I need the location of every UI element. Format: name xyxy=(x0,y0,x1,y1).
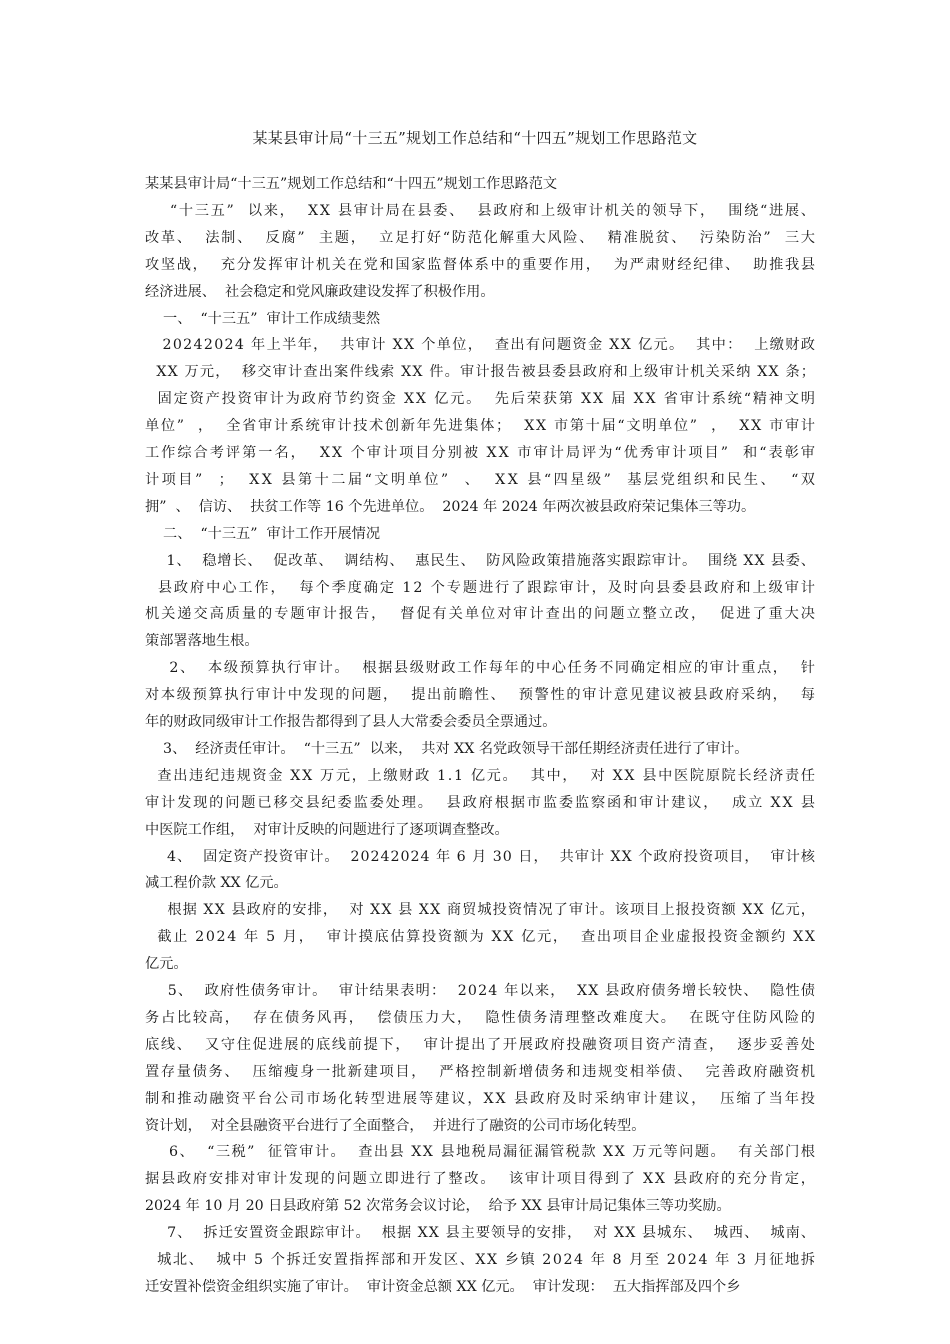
body-line: 中医院工作组， 对审计反映的问题进行了逐项调查整改。 xyxy=(145,821,509,838)
body-line: 城北、 城中 5 个拆迁安置指挥部和开发区、XX 乡镇 2024 年 8 月至 2024 年 3 月征地拆 xyxy=(145,1252,817,1268)
body-line: 6、 “三税” 征管审计。 查出县 XX 县地税局漏征漏管税款 XX 万元等问题。 有关部门根 xyxy=(145,1144,817,1161)
body-line: 7、 拆迁安置资金跟踪审计。 根据 XX 县主要领导的安排， 对 XX 县城东、 城西、 城南、 xyxy=(145,1225,817,1242)
body-line: 固定资产投资审计为政府节约资金 XX 亿元。 先后荣获第 XX 届 XX 省审计系统“精神文明 xyxy=(145,391,817,408)
body-line: 二、 “十三五” 审计工作开展情况 xyxy=(145,525,381,542)
body-line: 迁安置补偿资金组织实施了审计。 审计资金总额 XX 亿元。 审计发现： 五大指挥部及四个乡 xyxy=(145,1278,741,1295)
body-line: 3、 经济责任审计。 “十三五” 以来， 共对 XX 名党政领导干部任期经济责任进行了审计。 xyxy=(145,740,749,757)
body-line: 县政府中心工作， 每个季度确定 12 个专题进行了跟踪审计，及时向县委县政府和上级审计 xyxy=(145,579,817,596)
body-line: 5、 政府性债务审计。 审计结果表明： 2024 年以来， XX 县政府债务增长较快、 隐性债 xyxy=(145,983,817,999)
body-line: 对本级预算执行审计中发现的问题， 提出前瞻性、 预警性的审计意见建议被县政府采纳， 每 xyxy=(145,687,817,704)
body-line: 2024 年 10 月 20 日县政府第 52 次常务会议讨论， 给予 XX 县审计局记集体三等功奖励。 xyxy=(145,1198,731,1215)
body-line: 审计发现的问题已移交县纪委监委处理。 县政府根据市监委监察函和审计建议， 成立 XX 县 xyxy=(145,794,817,811)
body-line: 置存量债务、 压缩瘦身一批新建项目， 严格控制新增债务和违规变相举债、 完善政府融资机 xyxy=(145,1063,817,1080)
body-line: 1、 稳增长、 促改革、 调结构、 惠民生、 防风险政策措施落实跟踪审计。 围绕 XX 县委、 xyxy=(145,552,816,569)
body-line: 查出违纪违规资金 XX 万元，上缴财政 1.1 亿元。 其中， 对 XX 县中医院原院长经济责任 xyxy=(145,767,817,784)
body-line: 年的财政同级审计工作报告都得到了县人大常委会委员全票通过。 xyxy=(145,714,557,730)
body-line: 工作综合考评第一名， XX 个审计项目分别被 XX 市审计局评为“优秀审计项目” 和“表彰审 xyxy=(145,445,817,461)
body-line: 攻坚战， 充分发挥审计机关在党和国家监督体系中的重要作用， 为严肃财经纪律、 助推我县 xyxy=(145,256,817,273)
body-line: 机关递交高质量的专题审计报告， 督促有关单位对审计查出的问题立整立改， 促进了重大决 xyxy=(145,606,817,623)
body-line: 一、 “十三五” 审计工作成绩斐然 xyxy=(145,310,381,327)
body-line: XX 万元， 移交审计查出案件线索 XX 件。审计报告被县委县政府和上级审计机关采纳 XX 条； xyxy=(145,364,817,381)
body-line: 计项目” ； XX 县第十二届“文明单位” 、 XX 县“四星级” 基层党组织和民生、 “双 xyxy=(145,471,818,488)
body-line: 策部署落地生根。 xyxy=(145,633,259,650)
body-line: 截止 2024 年 5 月， 审计摸底估算投资额为 XX 亿元， 查出项目企业虚报投资金额约 XX xyxy=(145,929,817,946)
body-line: 改革、 法制、 反腐” 主题， 立足打好“防范化解重大风险、 精准脱贫、 污染防治” 三大 xyxy=(145,229,817,246)
body-line: 拥” 、 信访、 扶贫工作等 16 个先进单位。 2024 年 2024 年两次被县政府荣记集体三等功。 xyxy=(145,498,756,515)
document-title: 某某县审计局“十三五”规划工作总结和“十四五”规划工作思路范文 xyxy=(252,129,698,147)
body-line: 单位” ， 全省审计系统审计技术创新年先进集体； XX 市第十届“文明单位” ， XX 市审计 xyxy=(145,418,817,435)
body-line: 20242024 年上半年， 共审计 XX 个单位， 查出有问题资金 XX 亿元。 其中： 上缴财政 xyxy=(145,337,817,354)
body-line: 2、 本级预算执行审计。 根据县级财政工作每年的中心任务不同确定相应的审计重点， 针 xyxy=(145,660,817,677)
body-line: 据县政府安排对审计发现的问题立即进行了整改。 该审计项目得到了 XX 县政府的充分肯定， xyxy=(145,1171,817,1188)
body-line: 资计划， 对全县融资平台进行了全面整合， 并进行了融资的公司市场化转型。 xyxy=(145,1117,646,1134)
body-line: “十三五” 以来， XX 县审计局在县委、 县政府和上级审计机关的领导下， 围绕“进展、 xyxy=(145,202,817,219)
body-line: 4、 固定资产投资审计。 20242024 年 6 月 30 日， 共审计 XX 个政府投资项目， 审计核 xyxy=(145,848,816,865)
body-line: 底线、 又守住促进展的底线前提下， 审计提出了开展政府投融资项目资产清查， 逐步妥善处 xyxy=(145,1036,817,1053)
body-line: 务占比较高， 存在债务风再， 偿债压力大， 隐性债务清理整改难度大。 在既守住防风险的 xyxy=(145,1009,817,1026)
body-line: 经济进展、 社会稳定和党风廉政建设发挥了积极作用。 xyxy=(145,283,495,300)
body-line: 减工程价款 XX 亿元。 xyxy=(145,875,288,892)
body-line: 某某县审计局“十三五”规划工作总结和“十四五”规划工作思路范文 xyxy=(145,176,558,192)
body-line: 根据 XX 县政府的安排， 对 XX 县 XX 商贸城投资情况了审计。该项目上报投资额 XX 亿元， xyxy=(145,902,817,919)
body-line: 制和推动融资平台公司市场化转型进展等建议，XX 县政府及时采纳审计建议， 压缩了当年投 xyxy=(145,1090,817,1107)
body-line: 亿元。 xyxy=(145,956,188,973)
